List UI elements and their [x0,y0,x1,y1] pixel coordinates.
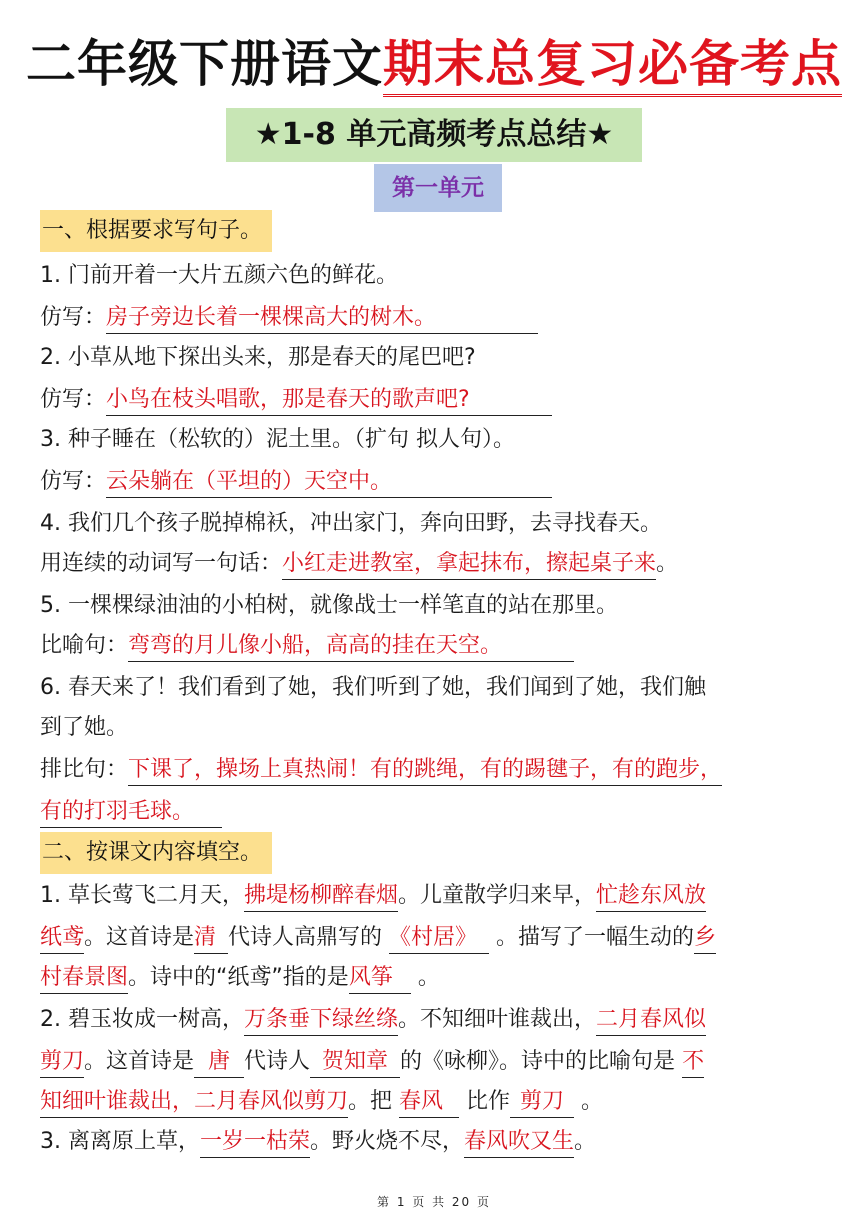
p1-f: 。这首诗是 [84,925,195,950]
p1-d: 忙趁东风放 [596,881,706,912]
p3-c: 。野火烧不尽， [310,1129,465,1154]
q6-answer-line [40,750,840,790]
p2-m: 。把 [348,1089,393,1114]
q1-prefix: 仿写： [40,305,107,330]
title-red: 期末总复习必备考点 [383,35,842,97]
p2-a: 2. 碧玉妆成一树高， [40,1007,244,1032]
p2-line-2 [40,1042,840,1082]
p1-n: 风筝 [349,963,411,994]
title-black: 二年级下册语文 [26,35,383,93]
p1-k: 乡 [694,923,716,954]
p2-n: 春风 [399,1087,459,1118]
p1-i: 《村居》 [389,923,489,954]
q4-answer-line [40,544,840,584]
q2-answer-line [40,380,840,420]
p1-h: 代诗人高鼎写的 [228,925,383,950]
p1-a: 1. 草长莺飞二月天， [40,883,244,908]
q4-prefix: 用连续的动词写一句话： [40,551,283,576]
q6-text-2: 到了她。 [40,715,129,740]
p2-i: 贺知章 [310,1047,400,1078]
q1-answer: 房子旁边长着一棵棵高大的树木。 [106,303,538,334]
page-title [0,28,868,100]
q2-prefix: 仿写： [40,387,107,412]
p2-g: 唐 [194,1047,244,1078]
p3-b: 一岁一枯荣 [200,1127,310,1158]
p2-line-1 [40,1000,840,1040]
p2-d: 二月春风似 [596,1005,706,1036]
q3-text: 3. 种子睡在（松软的）泥土里。（扩句 拟人句）。 [40,427,515,452]
p2-h: 代诗人 [244,1049,311,1074]
p2-o: 比作 [466,1089,511,1114]
p2-line-3 [40,1082,840,1122]
q5-text: 5. 一棵棵绿油油的小柏树，就像战士一样笔直的站在那里。 [40,593,618,618]
p3-e: 。 [574,1129,597,1154]
p1-line-2 [40,918,840,958]
q3-answer: 云朵躺在（平坦的）天空中。 [106,467,552,498]
q6-prefix: 排比句： [40,757,129,782]
p2-f: 。这首诗是 [84,1049,195,1074]
p2-p: 剪刀 [510,1087,574,1118]
q2-text: 2. 小草从地下探出头来，那是春天的尾巴吧? [40,345,476,370]
q5-answer-line [40,626,840,666]
section1-heading: 一、根据要求写句子。 [40,210,272,252]
q5-prefix: 比喻句： [40,633,129,658]
p2-k: 不 [682,1047,704,1078]
q4-text: 4. 我们几个孩子脱掉棉袄，冲出家门，奔向田野，去寻找春天。 [40,511,662,536]
unit-label: 第一单元 [374,164,502,212]
q6-answer-line-2 [40,792,840,832]
p2-l: 知细叶谁裁出，二月春风似剪刀 [40,1087,348,1118]
section2-heading: 二、按课文内容填空。 [40,832,272,874]
subtitle: ★1-8 单元高频考点总结★ [226,108,642,162]
q4-suffix: 。 [656,551,679,576]
p1-o: 。 [417,965,440,990]
p3-a: 3. 离离原上草， [40,1129,200,1154]
page-footer: 第 1 页 共 20 页 [377,1195,491,1209]
p1-line-3 [40,958,840,998]
p2-e: 剪刀 [40,1047,84,1078]
q6-answer-2: 有的打羽毛球。 [40,797,222,828]
p1-g: 清 [194,923,228,954]
q3-prefix: 仿写： [40,469,107,494]
p1-line-1 [40,876,840,916]
p1-j: 。描写了一幅生动的 [496,925,695,950]
q1-answer-line [40,298,840,338]
p1-c: 。儿童散学归来早， [398,883,597,908]
p3-line [40,1122,840,1162]
q2-answer: 小鸟在枝头唱歌，那是春天的歌声吧? [106,385,552,416]
p3-d: 春风吹又生 [464,1127,574,1158]
p1-e: 纸鸢 [40,923,84,954]
q6-text-1: 6. 春天来了！我们看到了她，我们听到了她，我们闻到了她，我们触 [40,675,706,700]
q1-text: 1. 门前开着一大片五颜六色的鲜花。 [40,263,398,288]
q5-answer: 弯弯的月儿像小船，高高的挂在天空。 [128,631,574,662]
p2-j: 的《咏柳》。诗中的比喻句是 [400,1049,676,1074]
p1-m: 。诗中的“纸鸢”指的是 [128,965,349,990]
p1-b: 拂堤杨柳醉春烟 [244,881,398,912]
p2-c: 。不知细叶谁裁出， [398,1007,597,1032]
q4-answer: 小红走进教室，拿起抹布，擦起桌子来 [282,549,656,580]
p1-l: 村春景图 [40,963,128,994]
q3-answer-line [40,462,840,502]
p2-q: 。 [581,1089,604,1114]
q6-answer-1: 下课了，操场上真热闹！有的跳绳，有的踢毽子，有的跑步， [128,755,722,786]
p2-b: 万条垂下绿丝绦 [244,1005,398,1036]
